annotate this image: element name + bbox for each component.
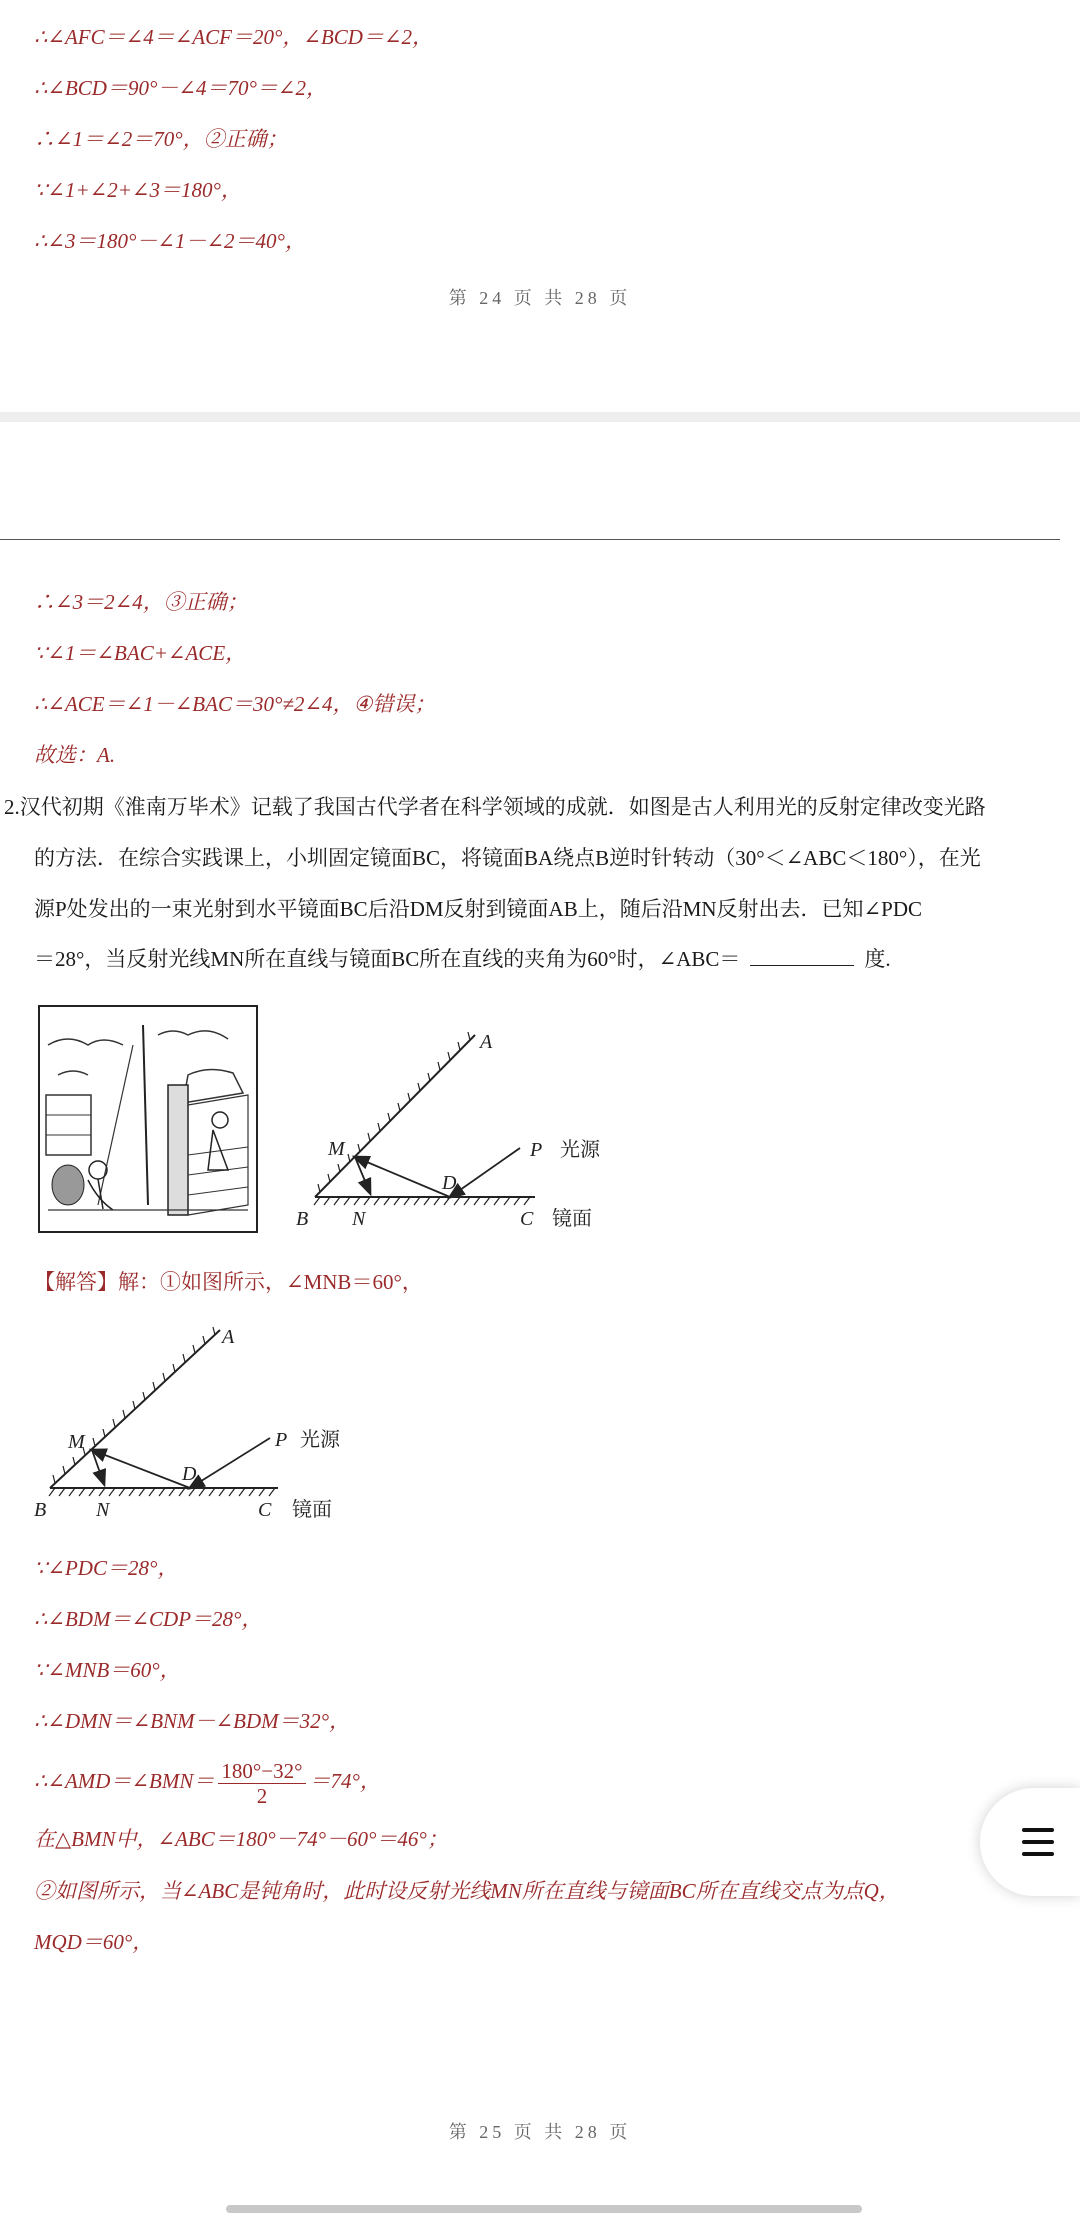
solution-line: ∵∠1＝∠BAC+∠ACE，: [34, 641, 247, 665]
page-footer: 第 24 页 共 28 页: [448, 288, 632, 308]
label-A: A: [222, 1326, 235, 1348]
question-text: 源P处发出的一束光射到水平镜面BC后沿DM反射到镜面AB上，随后沿MN反射出去．已知∠PDC: [34, 897, 922, 921]
label-A: A: [480, 1031, 493, 1053]
fraction: [218, 1759, 305, 1808]
label-B: B: [34, 1499, 47, 1521]
solution-line: ②如图所示，当∠ABC是钝角时，此时设反射光线MN所在直线与镜面BC所在直线交点为点Q，: [34, 1879, 900, 1903]
amd-prefix: ∴∠AMD＝∠BMN＝: [34, 1769, 215, 1793]
label-mirror: 镜面: [292, 1499, 332, 1521]
label-light-source: 光源: [300, 1429, 340, 1451]
solution-line: ∴∠BDM＝∠CDP＝28°，: [34, 1607, 263, 1631]
amd-suffix: ＝74°，: [309, 1769, 381, 1793]
ancient-illustration: [38, 1005, 258, 1233]
label-mirror: 镜面: [552, 1208, 592, 1230]
fraction-numerator: 180°−32°: [218, 1759, 305, 1784]
answer-blank: [750, 945, 854, 966]
label-N: N: [352, 1208, 366, 1230]
label-D: D: [182, 1463, 197, 1485]
label-M: M: [328, 1138, 345, 1160]
solution-line: ∴∠1＝∠2＝70°，②正确；: [34, 127, 288, 151]
answer-header: 【解答】解：①如图所示，∠MNB＝60°，: [34, 1270, 423, 1294]
question-text: 的方法．在综合实践课上，小圳固定镜面BC，将镜面BA绕点B逆时针转动（30°＜∠ABC＜180°），在光: [34, 846, 981, 870]
page-gap: [0, 412, 1080, 422]
fraction-denominator: 2: [256, 1783, 268, 1808]
solution-line: ∵∠MNB＝60°，: [34, 1658, 181, 1682]
label-B: B: [296, 1208, 309, 1230]
question-text-part: ＝28°，当反射光线MN所在直线与镜面BC所在直线的夹角为60°时，∠ABC＝: [34, 947, 741, 971]
solution-line: MQD＝60°，: [34, 1930, 154, 1954]
label-N: N: [96, 1499, 110, 1521]
label-light-source: 光源: [560, 1139, 600, 1161]
question-text-part: 度.: [864, 947, 891, 971]
page-footer: 第 25 页 共 28 页: [448, 2122, 632, 2142]
mirror-diagram-solution: [30, 1320, 350, 1530]
page-divider: [0, 539, 1060, 540]
mirror-diagram-question: [290, 1015, 620, 1235]
solution-line: ∴∠AFC＝∠4＝∠ACF＝20°，∠BCD＝∠2，: [34, 25, 434, 49]
menu-icon: [1022, 1828, 1054, 1832]
solution-line: ∵∠PDC＝28°，: [34, 1556, 179, 1580]
question-text: [34, 944, 891, 974]
menu-button[interactable]: [980, 1788, 1080, 1896]
label-C: C: [258, 1499, 272, 1521]
question-text: 2.汉代初期《淮南万毕术》记载了我国古代学者在科学领域的成就．如图是古人利用光的反射定律改变光路: [4, 795, 986, 819]
answer-choice: 故选：A.: [34, 743, 116, 767]
solution-line: 在△BMN中，∠ABC＝180°－74°－60°＝46°；: [34, 1827, 448, 1851]
solution-line: ∵∠1+∠2+∠3＝180°，: [34, 178, 242, 202]
solution-line-fraction: [34, 1757, 381, 1808]
solution-line: ∴∠BCD＝90°－∠4＝70°＝∠2，: [34, 76, 327, 100]
page-24: [0, 0, 1080, 412]
solution-line: ∴∠ACE＝∠1－∠BAC＝30°≠2∠4，④错误；: [34, 692, 436, 716]
menu-icon: [1022, 1840, 1054, 1844]
menu-icon: [1022, 1852, 1054, 1856]
label-C: C: [520, 1208, 534, 1230]
label-P: P: [530, 1139, 543, 1161]
label-P: P: [275, 1429, 288, 1451]
solution-line: ∴∠DMN＝∠BNM－∠BDM＝32°，: [34, 1709, 351, 1733]
home-indicator[interactable]: [226, 2205, 862, 2213]
label-D: D: [442, 1172, 457, 1194]
solution-line: ∴∠3＝180°－∠1－∠2＝40°，: [34, 229, 306, 253]
label-M: M: [68, 1431, 85, 1453]
solution-line: ∴∠3＝2∠4，③正确；: [34, 590, 248, 614]
